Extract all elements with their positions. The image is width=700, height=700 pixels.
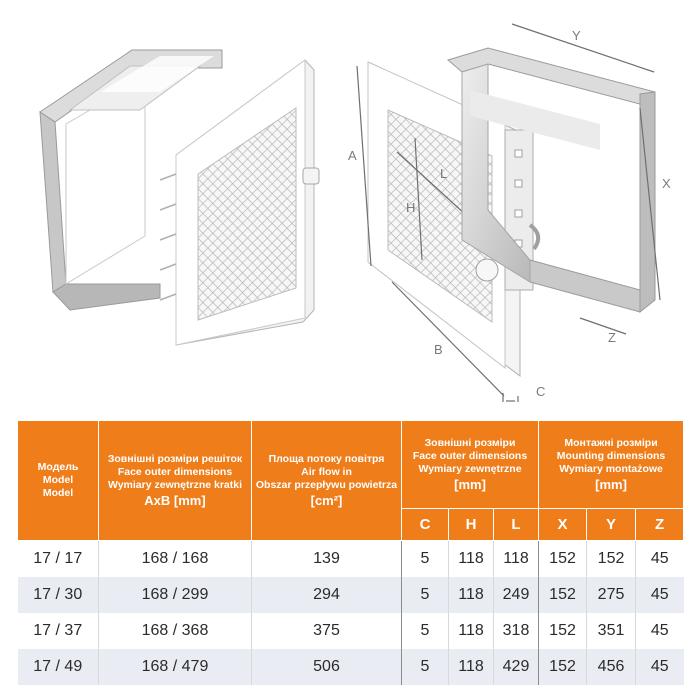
table-row	[18, 577, 684, 613]
table-row	[18, 541, 684, 577]
cell-l: 118	[494, 541, 539, 577]
header-airflow: Площа потоку повітря Air flow in Obszar przepływu powietrza [cm²]	[252, 421, 402, 541]
cell-airflow: 506	[252, 649, 402, 685]
cell-z: 45	[636, 541, 684, 577]
table-row	[18, 649, 684, 685]
cell-airflow: 294	[252, 577, 402, 613]
header-model: Модель Model Model	[18, 421, 99, 541]
specifications-table	[17, 420, 684, 685]
dim-label-b: B	[434, 342, 443, 357]
dim-label-c: C	[536, 384, 546, 399]
dim-label-h: H	[406, 200, 416, 215]
cell-x: 152	[539, 649, 587, 685]
cell-model: 17 / 30	[18, 577, 99, 613]
cell-model: 17 / 37	[18, 613, 99, 649]
cell-l: 318	[494, 613, 539, 649]
cell-x: 152	[539, 577, 587, 613]
cell-model: 17 / 49	[18, 649, 99, 685]
header-face-dimensions: Зовнішні розміри решіток Face outer dimensions Wymiary zewnętrzne kratki AxB [mm]	[99, 421, 252, 541]
header-l: L	[494, 509, 539, 541]
cell-z: 45	[636, 577, 684, 613]
cell-face: 168 / 479	[99, 649, 252, 685]
cell-y: 275	[587, 577, 636, 613]
header-h: H	[449, 509, 494, 541]
header-row	[18, 421, 684, 509]
cell-c: 5	[402, 613, 449, 649]
cell-model: 17 / 17	[18, 541, 99, 577]
header-y: Y	[587, 509, 636, 541]
cell-y: 456	[587, 649, 636, 685]
cell-airflow: 375	[252, 613, 402, 649]
face-grille-left	[160, 60, 319, 345]
dim-label-l: L	[440, 166, 448, 181]
cell-h: 118	[449, 649, 494, 685]
dim-label-a: A	[348, 148, 357, 163]
cell-z: 45	[636, 649, 684, 685]
dim-label-y: Y	[572, 28, 581, 43]
cell-l: 249	[494, 577, 539, 613]
cell-l: 429	[494, 649, 539, 685]
cell-airflow: 139	[252, 541, 402, 577]
cell-h: 118	[449, 613, 494, 649]
cell-face: 168 / 299	[99, 577, 252, 613]
cell-h: 118	[449, 577, 494, 613]
header-outer-dimensions: Зовнішні розміри Face outer dimensions Wymiary zewnętrzne [mm]	[402, 421, 539, 509]
cell-x: 152	[539, 613, 587, 649]
cell-face: 168 / 168	[99, 541, 252, 577]
header-x: X	[539, 509, 587, 541]
cell-y: 152	[587, 541, 636, 577]
dim-label-z: Z	[608, 330, 616, 345]
cell-c: 5	[402, 649, 449, 685]
cell-c: 5	[402, 577, 449, 613]
cell-face: 168 / 368	[99, 613, 252, 649]
cell-y: 351	[587, 613, 636, 649]
table-row	[18, 613, 684, 649]
cell-z: 45	[636, 613, 684, 649]
dim-label-x: X	[662, 176, 671, 191]
header-c: C	[402, 509, 449, 541]
header-mounting-dimensions: Монтажні розміри Mounting dimensions Wymiary montażowe [mm]	[539, 421, 684, 509]
header-z: Z	[636, 509, 684, 541]
cell-c: 5	[402, 541, 449, 577]
cell-h: 118	[449, 541, 494, 577]
cell-x: 152	[539, 541, 587, 577]
